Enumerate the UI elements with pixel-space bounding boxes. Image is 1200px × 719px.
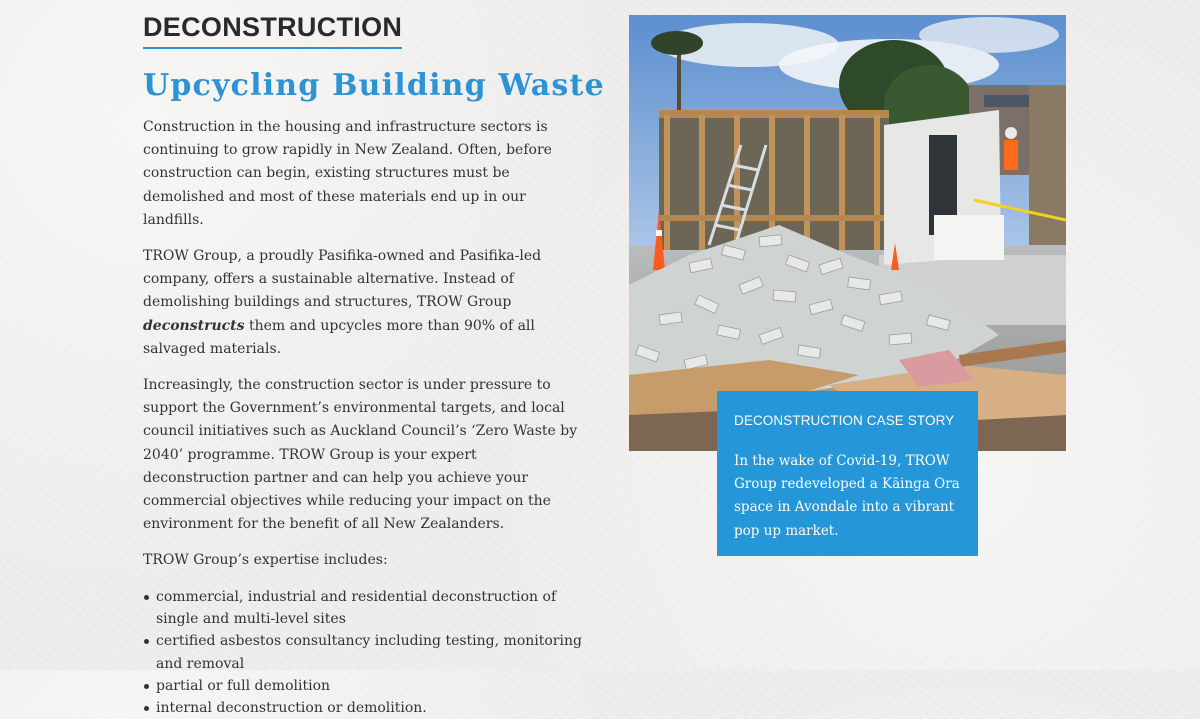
paragraph-expertise-intro: TROW Group’s expertise includes: bbox=[143, 552, 388, 569]
case-story-link-label: DECONSTRUCTION CASE STORY bbox=[734, 412, 955, 428]
deconstruction-site-photo bbox=[629, 15, 1066, 451]
paragraph-alternative-text-a: TROW Group, a proudly Pasifika-owned and Pasifika-led company, offers a sustainable alternative. Instead of demolishing buildings and structures, TROW Group bbox=[143, 248, 542, 311]
page-title: Upcycling Building Waste bbox=[143, 68, 605, 103]
article-body bbox=[143, 116, 583, 719]
paragraph-intro: Construction in the housing and infrastructure sectors is continuing to grow rapidly in New Zealand. Often, before construction can begin, existing structures must be demolished and most of these materials end up in our landfills. bbox=[143, 119, 552, 228]
paragraph-pressure: Increasingly, the construction sector is under pressure to support the Government’s environmental targets, and local council initiatives such as Auckland Council’s ‘Zero Waste by 2040’ programme. TROW Group is your expert deconstruction partner and can help you achieve your commercial objectives while reducing your impact on the environment for the benefit of all New Zealanders. bbox=[143, 377, 578, 533]
list-item: partial or full demolition bbox=[156, 675, 583, 697]
section-heading: DECONSTRUCTION bbox=[143, 10, 402, 49]
list-item: internal deconstruction or demolition. bbox=[156, 697, 583, 719]
paragraph-alternative-text-b: them and upcycles more than 90% of all salvaged materials. bbox=[143, 317, 535, 357]
list-item: commercial, industrial and residential deconstruction of single and multi-level sites bbox=[156, 586, 583, 631]
case-story-text: In the wake of Covid-19, TROW Group redeveloped a Kāinga Ora space in Avondale into a vibrant pop up market. bbox=[734, 453, 960, 539]
arrow-right-icon bbox=[960, 414, 961, 426]
case-story-card bbox=[717, 391, 978, 556]
emphasis-deconstructs: deconstructs bbox=[143, 317, 245, 334]
list-item: certified asbestos consultancy including testing, monitoring and removal bbox=[156, 630, 583, 675]
case-story-link[interactable] bbox=[734, 411, 961, 429]
expertise-list bbox=[143, 586, 583, 719]
paragraph-alternative bbox=[143, 245, 583, 361]
